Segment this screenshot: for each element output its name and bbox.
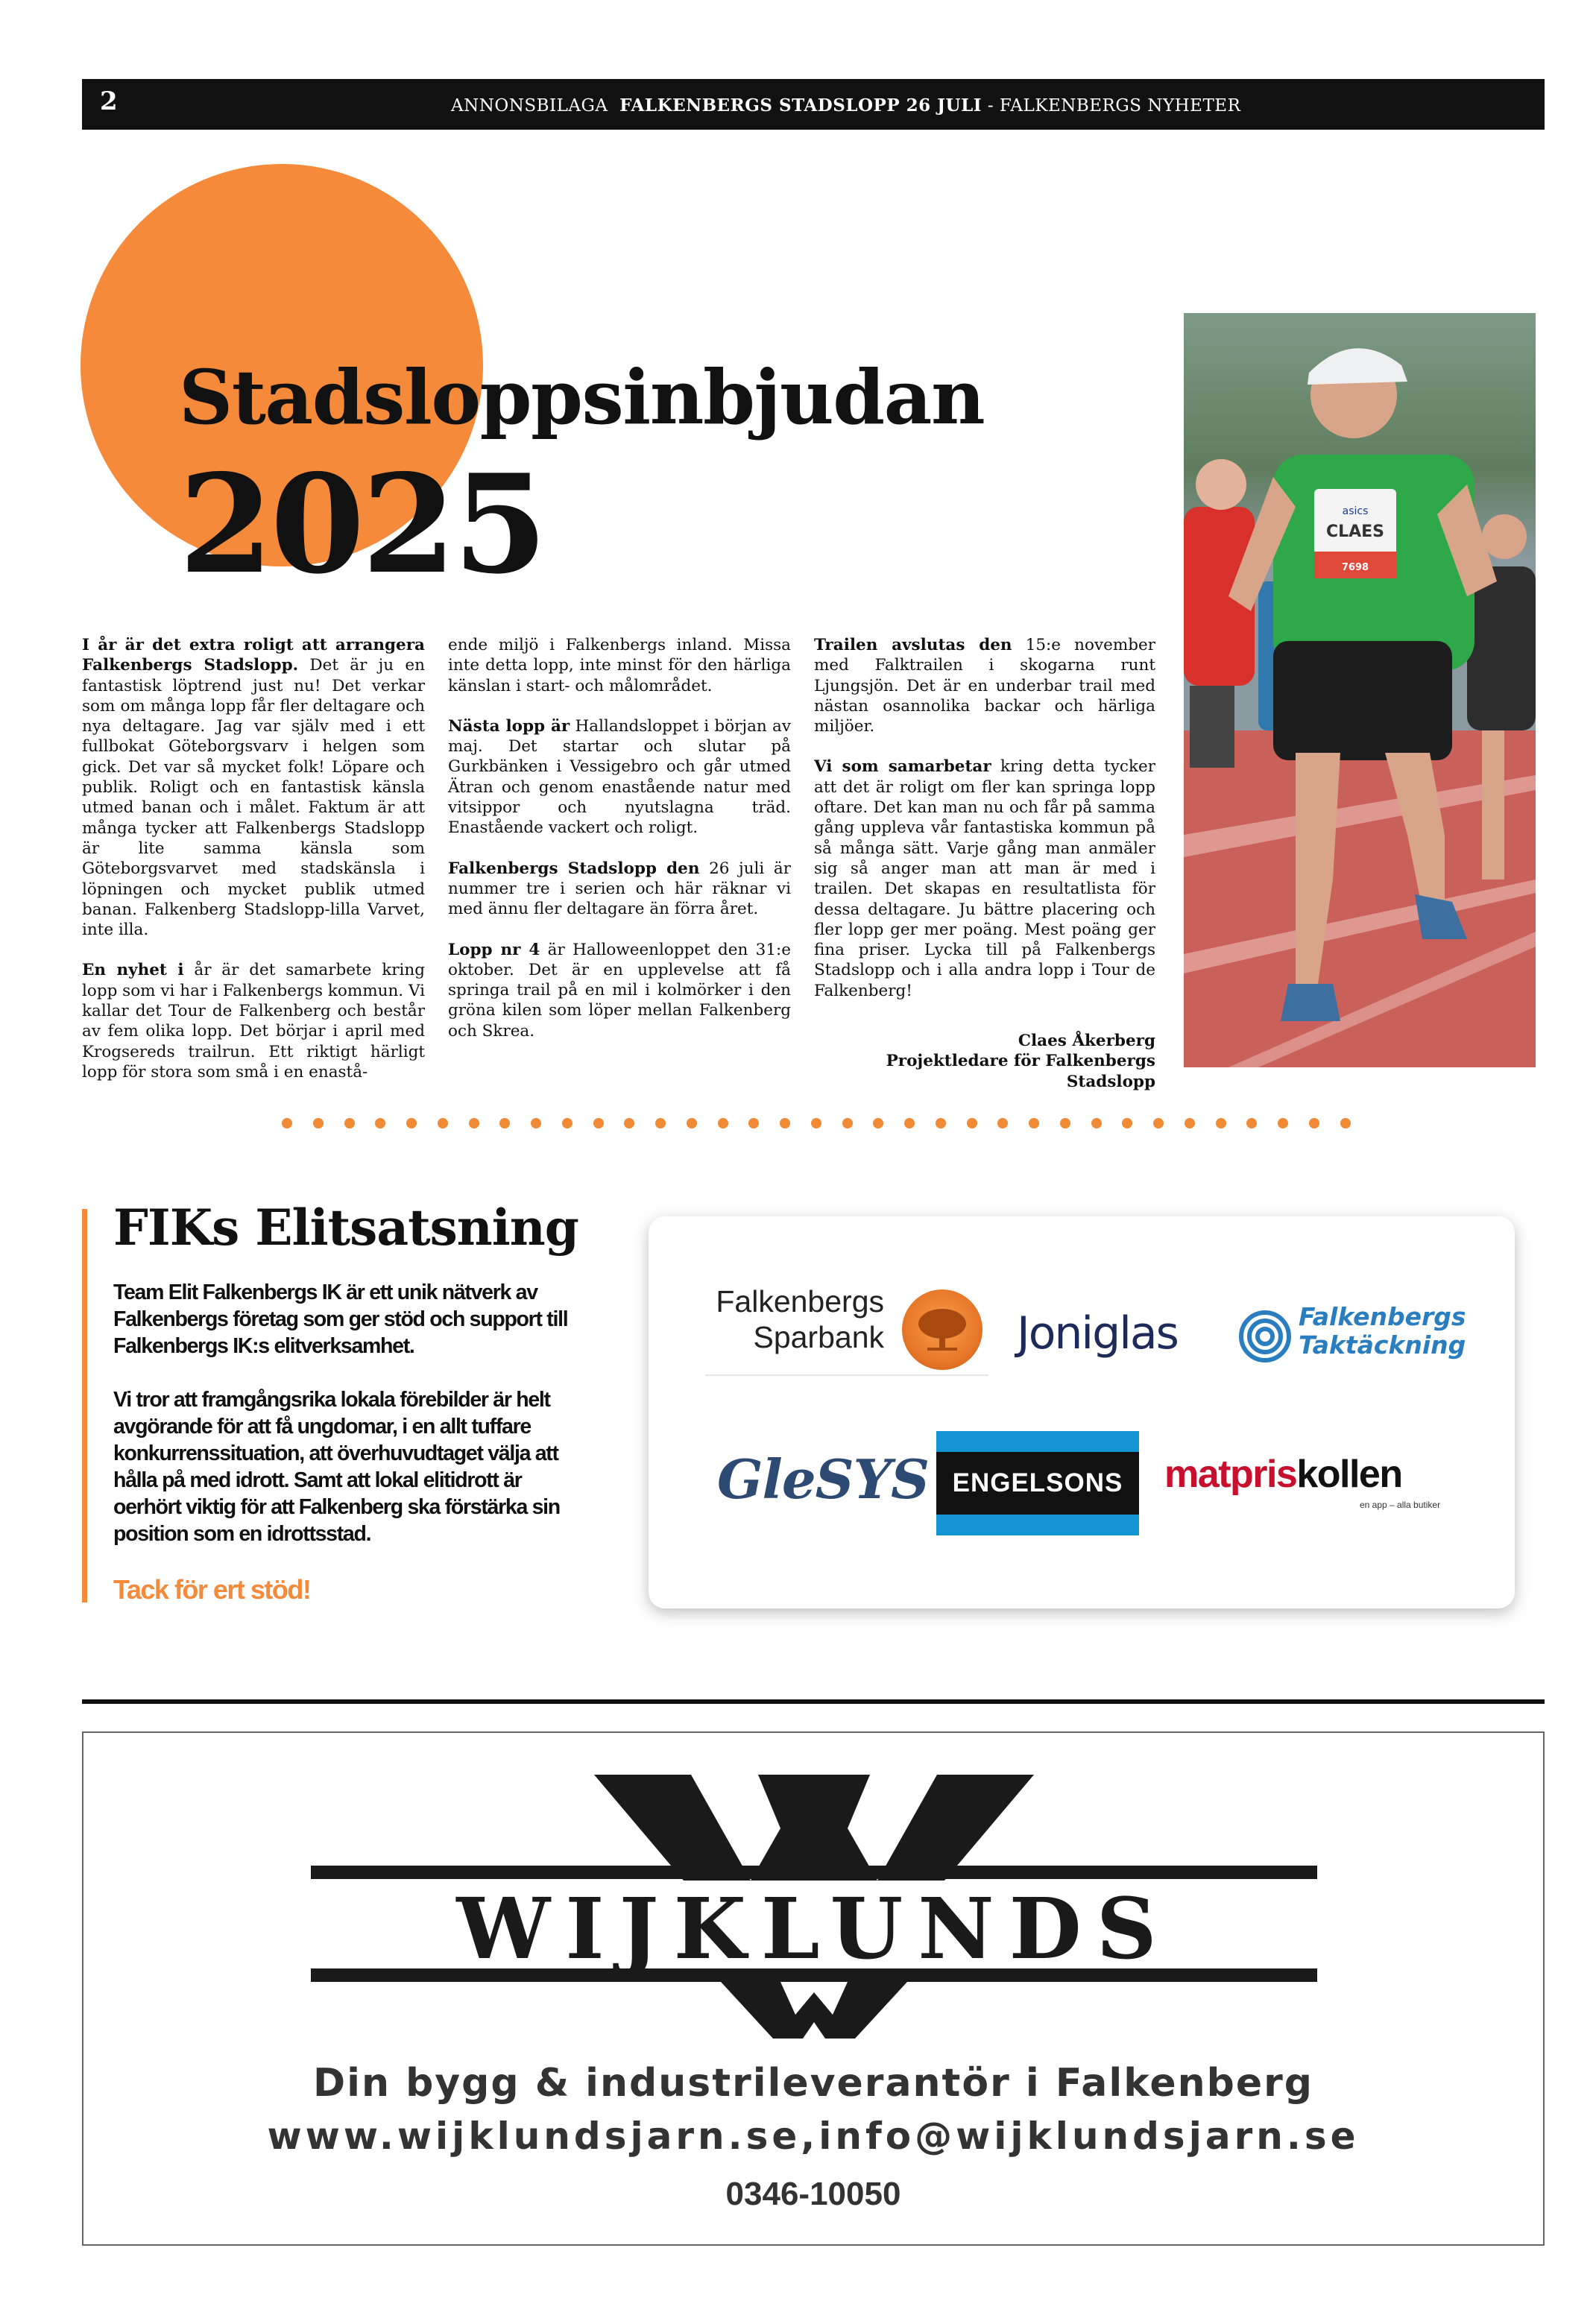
paragraph-body: Det är ju en fantastisk löptrend just nu! Det verkar som om många lopp får fler deltagare och nya deltagare. Jag var själv med i ett fullbokat Göteborgsvarv i helgen som gick. Det var så mycket folk! Löpare och publik. Roligt och en fantastisk känsla utmed banan och i målet. Faktum är att många tycker att Falkenbergs Stadslopp är lite samma känsla som Göteborgsvarvet med stadskänsla i löpningen och mycket publik utmed banan. Falkenberg Stadslopp-lilla Varvet, inte illa. [82,656,425,940]
oak-tree-icon [902,1289,982,1370]
paragraph-lead: Vi som samarbetar [814,757,991,777]
divider-dot [313,1118,324,1128]
divider-dot [499,1118,510,1128]
divider-dot [375,1118,385,1128]
header-text [451,95,1240,116]
header-prefix: ANNONSBILAGA [451,96,608,116]
divider-dot [562,1118,573,1128]
divider-dot [655,1118,666,1128]
engelsons-name: ENGELSONS [936,1452,1139,1515]
runner-photo-illustration [1184,313,1536,1067]
matpriskollen-logo [1164,1452,1477,1519]
page-header-bar [82,79,1545,130]
divider-dot [748,1118,759,1128]
divider-dot [842,1118,853,1128]
signature-name: Claes Åkerberg [1018,1032,1155,1051]
paragraph-body: år är det samarbete kring lopp som vi har i Falkenbergs kommun. Vi kallar det Tour de Falkenberg och består av fem olika lopp. Det börjar i april med Krogsereds trailrun. Ett riktigt härligt lopp för stora som små i en enastå- [82,961,426,1082]
joniglas-logo: Joniglas [1017,1307,1178,1360]
divider-dot [1216,1118,1226,1128]
divider-dot [593,1118,604,1128]
divider-dot [1122,1118,1132,1128]
paragraph-body: ende miljö i Falkenbergs inland. Missa inte detta lopp, inte minst för den härliga känslan i start- och målområdet. [448,636,791,695]
fiks-paragraph-1: Team Elit Falkenbergs IK är ett unik nätverk av Falkenbergs företag som ger stöd och support till Falkenbergs IK:s elitverksamhet. [113,1281,568,1358]
paragraph [448,716,791,839]
paragraph-body: är Halloweenloppet den 31:e oktober. Det är en upplevelse att få springa trail på en mil i kolmörker i den gröna kilen som löper mellan Falkenberg och Skrea. [448,940,791,1041]
divider-dot [282,1118,292,1128]
matpris-part-3: llen [1340,1453,1402,1496]
divider-dot [624,1118,634,1128]
fiks-thanks: Tack för ert stöd! [113,1574,311,1605]
article-headline: Stadsloppsinbjudan [179,353,985,441]
bib-brand: asics [1342,505,1369,517]
divider-dot [1060,1118,1070,1128]
wijklunds-logo [303,1769,1325,2044]
paragraph [82,635,425,940]
sponsor-card [649,1216,1515,1608]
divider-dot [1340,1118,1351,1128]
taktackning-line-2: Taktäckning [1299,1330,1466,1360]
paragraph-lead: Nästa lopp är [448,716,570,736]
paragraph-lead: Trailen avslutas den [814,636,1012,654]
signature [814,1031,1155,1092]
paragraph [814,757,1155,1001]
ad-web-email[interactable]: www.wijklundsjarn.se,info@wijklundsjarn.se [267,2115,1360,2158]
article-column-2 [448,635,791,1061]
paragraph [814,635,1155,736]
divider-dot [811,1118,821,1128]
engelsons-logo [936,1431,1139,1535]
wijklunds-ad [82,1731,1545,2246]
runner-photo [1184,313,1536,1067]
header-suffix: - FALKENBERGS NYHETER [987,96,1241,116]
paragraph-body: Hallandsloppet i början av maj. Det startar och slutar på Gurkbänken i Vessigebro och går utmed Ätran och genom enastående natur med vitsippor och nyutslagna träd. Enastående vackert och roligt. [448,716,791,838]
fiks-title: FIKs Elitsatsning [113,1199,578,1257]
fiks-body [113,1279,590,1574]
paragraph-lead: Lopp nr 4 [448,940,540,959]
taktackning-logo [1239,1303,1492,1374]
paragraph [82,960,425,1082]
divider-dot [344,1118,355,1128]
paragraph [448,635,791,696]
paragraph-lead: I år är det extra roligt att arrangera Falkenbergs Stadslopp. [82,636,425,675]
article-column-1 [82,635,425,1102]
paragraph-body: kring detta tycker att det är roligt om fler kan springa lopp oftare. Det kan man nu och får på samma gång uppleva vår fantastiska kommun på så många sätt. Varje gång man anmäler sig så anger man att man är med i trailen. Det skapas en resultatlista för dessa deltagare. Ju bättre placering och fler lopp ger mer poäng. Mest poäng ger fina priser. Lycka till på Falkenbergs Stadslopp och i alla andra lopp i Tour de Falkenberg! [814,757,1155,1000]
divider-dot [873,1118,883,1128]
paragraph [448,940,791,1041]
matpris-part-1: matpris [1164,1453,1297,1496]
wijklunds-wordmark: WIJKLUNDS [456,1881,1172,1978]
divider-dot [687,1118,697,1128]
divider-dot [904,1118,915,1128]
ad-phone[interactable]: 0346-10050 [725,2176,901,2212]
divider-dot [997,1118,1008,1128]
fiks-paragraph-2: Vi tror att framgångsrika lokala förebilder är helt avgörande för att få ungdomar, i en allt tuffare konkurrenssituation, att överhuvudtaget välja att hålla på med idrott. Samt att lokal elitidrott är oerhört viktig för att Falkenberg ska förstärka sin position som en idrottsstad. [113,1388,560,1546]
divider-dot [1185,1118,1195,1128]
header-title: FALKENBERGS STADSLOPP 26 JULI [619,95,982,116]
sparbank-name [705,1283,884,1355]
divider-dot [1309,1118,1319,1128]
article-year: 2025 [179,444,545,604]
matpriskollen-name [1164,1452,1402,1497]
divider-dot [1246,1118,1257,1128]
matpris-part-2: k [1296,1453,1317,1496]
divider-dot [469,1118,479,1128]
divider-dot [1091,1118,1102,1128]
fiks-accent-bar [82,1209,87,1603]
bib-number: 7698 [1341,562,1369,573]
paragraph-body: 15:e november med Falktrailen i skogarna runt Ljungsjön. Det är en underbar trail med nästan osannolika backar och härliga miljöer. [814,636,1155,736]
paragraph-lead: En nyhet i [82,961,184,980]
concentric-circles-icon [1239,1310,1291,1362]
page-number: 2 [100,86,118,116]
bib-name: CLAES [1325,522,1385,541]
paragraph [448,859,791,920]
paragraph-lead: Falkenbergs Stadslopp den [448,859,700,878]
paragraph-body: 26 juli är nummer tre i serien och här räknar vi med ännu fler deltagare än förra året. [448,859,791,919]
taktackning-line-1: Falkenbergs [1299,1302,1466,1331]
signature-role: Projektledare för Falkenbergs Stadslopp [886,1052,1155,1091]
divider-dot [967,1118,977,1128]
divider-dot [1278,1118,1288,1128]
divider-dot [406,1118,417,1128]
sparbank-line-2: Sparbank [753,1320,884,1354]
magnifier-icon: o [1316,1453,1340,1496]
divider-dot [936,1118,946,1128]
glesys-logo: GleSYS [717,1447,930,1511]
section-rule [82,1699,1545,1704]
divider-dot [1153,1118,1164,1128]
ad-tagline: Din bygg & industrileverantör i Falkenberg [312,2061,1314,2106]
article-column-3 [814,635,1155,1092]
dotted-divider [282,1114,1351,1132]
divider-dot [438,1118,448,1128]
sparbank-logo [705,1283,988,1380]
matpriskollen-subtitle: en app – alla butiker [1360,1500,1441,1510]
taktackning-name [1299,1303,1466,1360]
sparbank-line-1: Falkenbergs [716,1284,884,1319]
divider-dot [1029,1118,1039,1128]
divider-dot [531,1118,541,1128]
divider-dot [718,1118,728,1128]
sparbank-underline [705,1374,988,1376]
divider-dot [780,1118,790,1128]
